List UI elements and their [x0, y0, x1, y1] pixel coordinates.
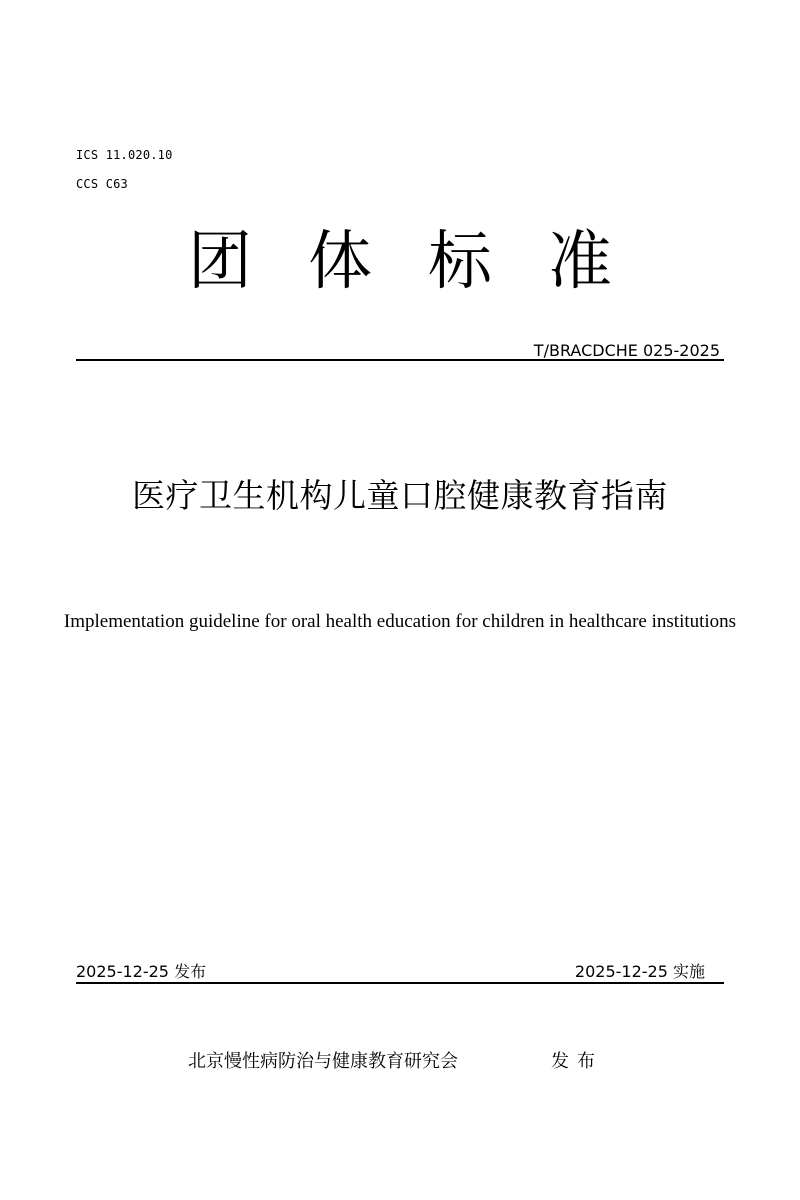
ccs-code: CCS C63: [76, 177, 128, 191]
publish-label: 发布: [551, 1051, 603, 1072]
standard-number: T/BRACDCHE 025-2025: [533, 341, 720, 360]
title-chinese: 医疗卫生机构儿童口腔健康教育指南: [132, 476, 668, 515]
ics-code: ICS 11.020.10: [76, 148, 173, 162]
top-divider-line: [76, 359, 724, 361]
bottom-divider-line: [76, 982, 724, 984]
title-english: Implementation guideline for oral health education for children in healthcare institutions: [63, 611, 737, 632]
publisher-name: 北京慢性病防治与健康教育研究会: [188, 1051, 458, 1072]
implementation-date: 2025-12-25 实施: [574, 962, 705, 981]
issue-date: 2025-12-25 发布: [76, 962, 207, 981]
document-type-heading: 团体标准: [188, 225, 668, 299]
